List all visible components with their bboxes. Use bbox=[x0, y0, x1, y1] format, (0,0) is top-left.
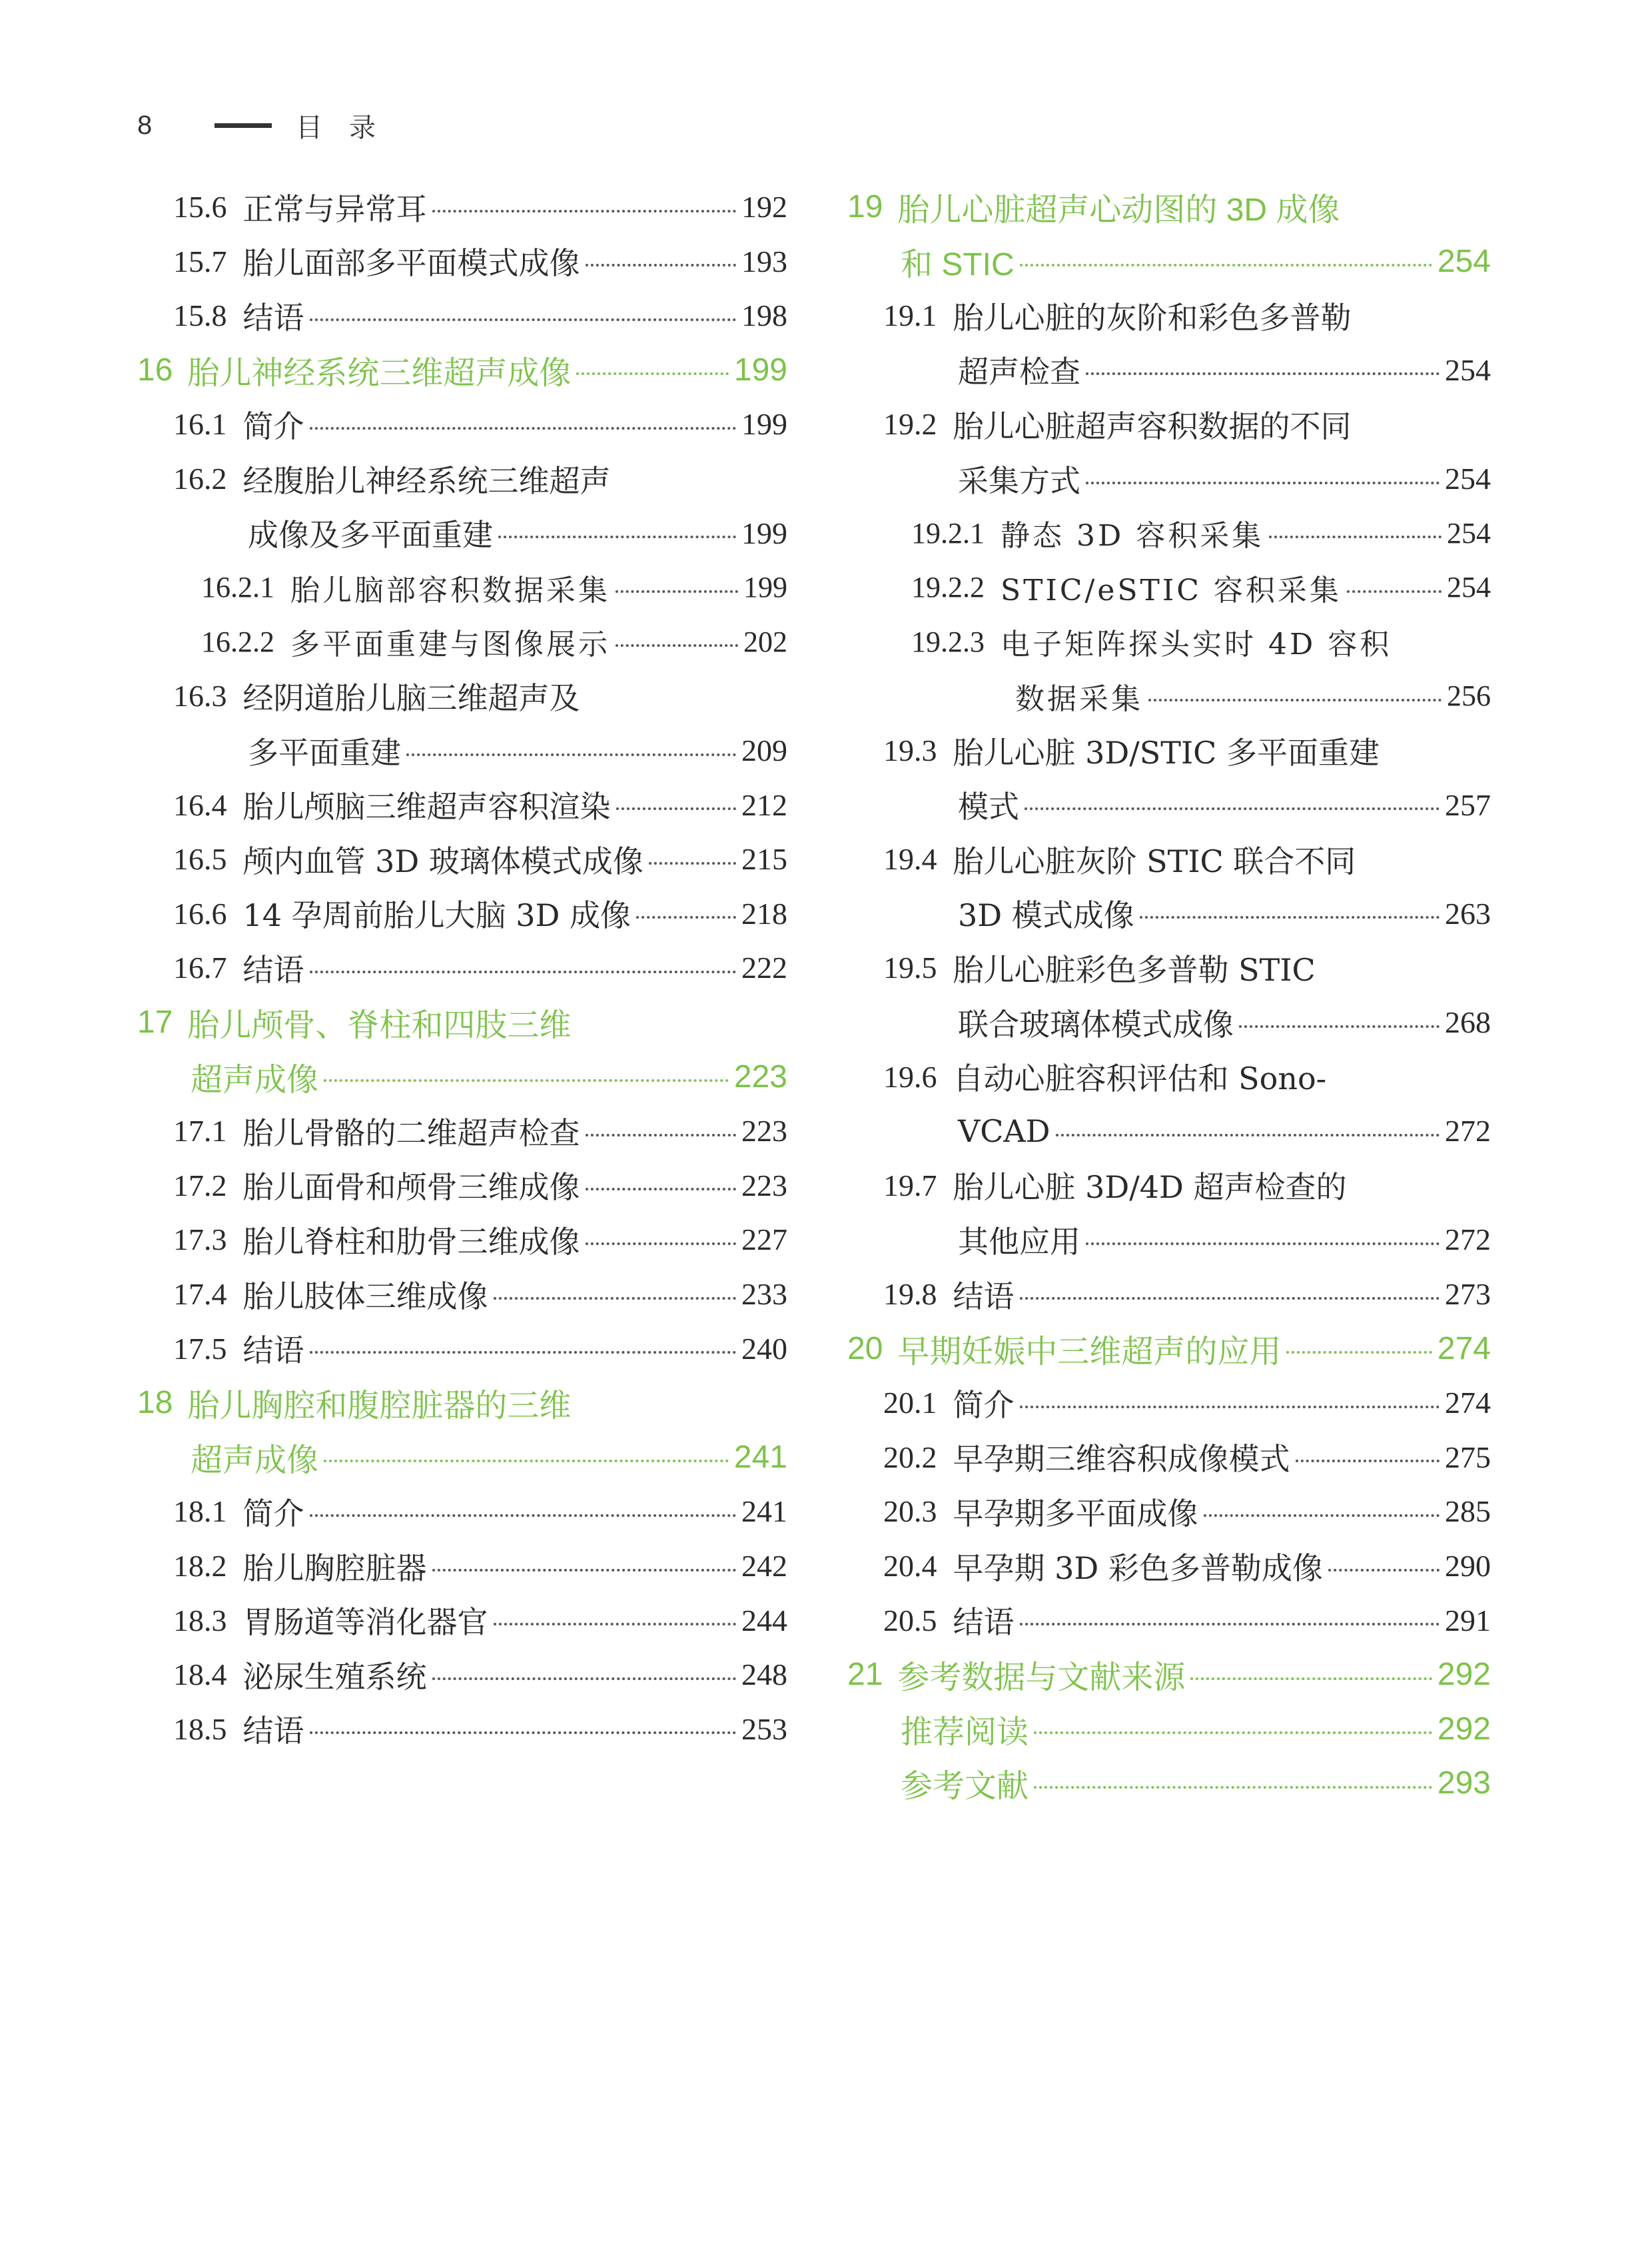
toc-dot-leader bbox=[1239, 1025, 1440, 1028]
toc-entry-number: 20.1 bbox=[883, 1386, 937, 1420]
toc-dot-leader bbox=[636, 916, 736, 919]
toc-entry-number: 17.5 bbox=[173, 1331, 227, 1366]
toc-entry-page: 223 bbox=[741, 1168, 787, 1202]
toc-entry-title: 结语 bbox=[242, 1713, 304, 1749]
toc-entry-title: 泌尿生殖系统 bbox=[242, 1658, 427, 1695]
toc-entry-number: 19.3 bbox=[883, 733, 937, 767]
toc-chapter-entry bbox=[137, 1376, 787, 1430]
toc-entry-number: 16.4 bbox=[173, 787, 227, 822]
toc-entry-title: 结语 bbox=[242, 1332, 304, 1369]
header-rule bbox=[214, 123, 272, 128]
toc-entry-title: 推荐阅读 bbox=[901, 1714, 1029, 1750]
toc-entry-page: 209 bbox=[741, 733, 787, 767]
toc-dot-leader bbox=[406, 753, 736, 756]
toc-entry-page: 263 bbox=[1445, 896, 1491, 931]
toc-entry bbox=[911, 560, 1491, 614]
toc-entry-number: 19.2.3 bbox=[911, 625, 985, 658]
toc-entry bbox=[173, 1484, 787, 1538]
toc-entry bbox=[173, 234, 787, 288]
toc-dot-leader bbox=[498, 536, 736, 538]
toc-dot-leader bbox=[1148, 699, 1442, 701]
toc-entry-title: 联合玻璃体模式成像 bbox=[958, 1006, 1234, 1043]
toc-entry-title: 正常与异常耳 bbox=[242, 191, 427, 227]
toc-entry-title: 颅内血管 3D 玻璃体模式成像 bbox=[242, 843, 643, 879]
toc-entry-page: 223 bbox=[733, 1059, 787, 1095]
toc-dot-leader bbox=[649, 862, 736, 865]
toc-entry-title: 胎儿面部多平面模式成像 bbox=[242, 245, 580, 282]
toc-entry-title: 静态 3D 容积采集 bbox=[1001, 519, 1264, 554]
toc-dot-leader bbox=[616, 807, 737, 810]
toc-chapter-entry bbox=[137, 343, 787, 397]
toc-entry bbox=[173, 1158, 787, 1212]
toc-entry-title: 其他应用 bbox=[958, 1223, 1080, 1260]
toc-dot-leader bbox=[576, 372, 729, 375]
toc-entry-title: 结语 bbox=[953, 1278, 1015, 1314]
toc-entry-page: 199 bbox=[741, 516, 787, 550]
toc-entry-title: 早孕期三维容积成像模式 bbox=[953, 1441, 1290, 1478]
toc-entry-title: 14 孕周前胎儿大脑 3D 成像 bbox=[242, 897, 631, 934]
toc-entry-title: 经腹胎儿神经系统三维超声 bbox=[242, 462, 611, 499]
toc-entry bbox=[958, 1212, 1491, 1266]
toc-entry-number: 20.3 bbox=[883, 1494, 937, 1529]
toc-entry-number: 19.4 bbox=[883, 842, 937, 877]
toc-entry-page: 233 bbox=[741, 1277, 787, 1311]
toc-chapter-entry bbox=[901, 1756, 1491, 1810]
toc-dot-leader bbox=[310, 427, 737, 430]
toc-entry-page: 240 bbox=[741, 1331, 787, 1366]
toc-entry-page: 273 bbox=[1445, 1277, 1491, 1311]
toc-dot-leader bbox=[1296, 1460, 1440, 1462]
toc-entry bbox=[173, 288, 787, 342]
toc-entry bbox=[958, 778, 1491, 832]
toc-chapter-entry bbox=[137, 995, 787, 1049]
toc-dot-leader bbox=[1204, 1514, 1440, 1517]
toc-entry-title: 胎儿胸腔和腹腔脏器的三维 bbox=[187, 1388, 572, 1424]
toc-entry-title: VCAD bbox=[958, 1113, 1050, 1149]
toc-entry-page: 275 bbox=[1445, 1440, 1491, 1474]
toc-entry bbox=[883, 1430, 1491, 1484]
toc-entry-page: 274 bbox=[1445, 1386, 1491, 1420]
toc-entry-page: 272 bbox=[1445, 1222, 1491, 1257]
toc-entry-number: 19.2.1 bbox=[911, 516, 985, 550]
toc-entry bbox=[173, 1593, 787, 1647]
toc-chapter-entry bbox=[191, 1430, 787, 1484]
toc-entry-page: 253 bbox=[741, 1711, 787, 1746]
toc-entry-page: 241 bbox=[733, 1439, 787, 1475]
toc-entry-title: 模式 bbox=[958, 789, 1019, 825]
toc-entry-page: 218 bbox=[741, 896, 787, 931]
toc-entry-page: 254 bbox=[1445, 462, 1491, 496]
toc-entry-title: 胎儿心脏彩色多普勒 STIC bbox=[953, 951, 1316, 988]
toc-chapter-entry bbox=[901, 1702, 1491, 1756]
toc-entry-page: 272 bbox=[1445, 1114, 1491, 1148]
page-number: 8 bbox=[137, 110, 153, 140]
toc-entry-title: 胎儿心脏超声容积数据的不同 bbox=[953, 408, 1352, 444]
toc-chapter-entry bbox=[191, 1050, 787, 1104]
toc-entry bbox=[958, 1104, 1491, 1158]
toc-entry bbox=[173, 778, 787, 832]
toc-dot-leader bbox=[616, 644, 738, 647]
toc-entry bbox=[173, 452, 787, 506]
toc-dot-leader bbox=[1034, 1786, 1432, 1789]
toc-entry-title: 胎儿心脏 3D/4D 超声检查的 bbox=[953, 1169, 1347, 1206]
toc-dot-leader bbox=[1328, 1569, 1440, 1572]
toc-entry bbox=[173, 1702, 787, 1756]
toc-entry-number: 17.1 bbox=[173, 1114, 227, 1148]
toc-entry-title: 胃肠道等消化器官 bbox=[242, 1604, 488, 1641]
toc-entry-number: 20 bbox=[847, 1330, 883, 1366]
toc-entry-title: 胎儿肢体三维成像 bbox=[242, 1278, 488, 1314]
toc-entry-title: 简介 bbox=[953, 1386, 1015, 1423]
toc-entry-number: 17.3 bbox=[173, 1222, 227, 1257]
toc-dot-leader bbox=[432, 1569, 737, 1572]
toc-entry bbox=[911, 506, 1491, 560]
toc-entry bbox=[883, 1050, 1491, 1104]
toc-entry-title: 胎儿心脏灰阶 STIC 联合不同 bbox=[953, 843, 1356, 879]
toc-dot-leader bbox=[1347, 590, 1442, 593]
toc-dot-leader bbox=[310, 318, 737, 321]
toc-entry-number: 18 bbox=[137, 1385, 173, 1421]
toc-dot-leader bbox=[1056, 1134, 1440, 1136]
toc-entry-number: 20.2 bbox=[883, 1440, 937, 1474]
toc-entry-page: 242 bbox=[741, 1549, 787, 1583]
toc-entry-page: 192 bbox=[741, 190, 787, 224]
toc-entry-number: 16 bbox=[137, 352, 173, 388]
toc-entry-number: 15.7 bbox=[173, 244, 227, 278]
toc-chapter-entry bbox=[847, 1647, 1491, 1701]
toc-dot-leader bbox=[1020, 1623, 1440, 1625]
toc-entry-number: 18.3 bbox=[173, 1603, 227, 1637]
toc-entry bbox=[173, 180, 787, 234]
toc-entry-title: 胎儿心脏 3D/STIC 多平面重建 bbox=[953, 734, 1380, 771]
toc-entry-title: 简介 bbox=[242, 408, 304, 444]
toc-entry bbox=[958, 452, 1491, 506]
toc-entry bbox=[201, 560, 787, 614]
toc-entry bbox=[883, 1484, 1491, 1538]
toc-dot-leader bbox=[310, 1514, 737, 1517]
toc-dot-leader bbox=[1025, 807, 1440, 810]
toc-entry-number: 15.6 bbox=[173, 190, 227, 224]
toc-entry-number: 21 bbox=[847, 1657, 883, 1693]
toc-entry-page: 254 bbox=[1445, 352, 1491, 387]
toc-entry bbox=[883, 1267, 1491, 1321]
toc-entry-title: 成像及多平面重建 bbox=[248, 517, 493, 554]
toc-entry-number: 19.7 bbox=[883, 1168, 937, 1202]
toc-entry bbox=[911, 615, 1491, 669]
toc-entry-number: 16.5 bbox=[173, 842, 227, 877]
toc-entry-page: 274 bbox=[1437, 1330, 1491, 1366]
toc-dot-leader bbox=[1190, 1677, 1432, 1680]
toc-chapter-entry bbox=[847, 180, 1491, 234]
toc-entry bbox=[173, 1322, 787, 1376]
toc-entry bbox=[883, 288, 1491, 342]
toc-entry-title: 胎儿心脏超声心动图的 3D 成像 bbox=[897, 193, 1340, 228]
toc-entry bbox=[883, 397, 1491, 451]
toc-entry-title: 数据采集 bbox=[1015, 681, 1143, 716]
toc-entry-title: 早孕期 3D 彩色多普勒成像 bbox=[953, 1550, 1323, 1586]
toc-entry-title: 早孕期多平面成像 bbox=[953, 1495, 1198, 1532]
toc-entry-page: 292 bbox=[1437, 1711, 1491, 1747]
toc-entry-number: 19.2.2 bbox=[911, 571, 985, 604]
toc-dot-leader bbox=[586, 1242, 737, 1245]
toc-entry bbox=[883, 723, 1491, 777]
toc-chapter-entry bbox=[847, 1322, 1491, 1376]
toc-dot-leader bbox=[616, 590, 738, 593]
toc-entry-page: 199 bbox=[743, 571, 787, 604]
toc-entry-number: 16.3 bbox=[173, 679, 227, 713]
toc-entry bbox=[958, 995, 1491, 1049]
toc-entry-page: 254 bbox=[1437, 243, 1491, 279]
toc-entry-title: 超声成像 bbox=[191, 1442, 319, 1478]
toc-entry-page: 244 bbox=[741, 1603, 787, 1637]
toc-entry-page: 254 bbox=[1447, 571, 1491, 604]
toc-entry-number: 16.2.1 bbox=[201, 571, 274, 604]
toc-entry-title: 胎儿颅脑三维超声容积渲染 bbox=[242, 789, 611, 825]
toc-dot-leader bbox=[324, 1460, 729, 1462]
toc-entry-number: 16.7 bbox=[173, 951, 227, 985]
toc-entry-page: 215 bbox=[741, 842, 787, 877]
toc-entry-page: 227 bbox=[741, 1222, 787, 1257]
toc-dot-leader bbox=[432, 210, 737, 213]
toc-dot-leader bbox=[1034, 1731, 1432, 1734]
toc-dot-leader bbox=[1140, 916, 1440, 919]
toc-entry bbox=[173, 1267, 787, 1321]
toc-entry-title: 胎儿神经系统三维超声成像 bbox=[187, 355, 572, 391]
toc-dot-leader bbox=[310, 971, 737, 973]
toc-entry-number: 19.1 bbox=[883, 298, 937, 333]
toc-entry-page: 248 bbox=[741, 1657, 787, 1692]
toc-entry-page: 293 bbox=[1437, 1765, 1491, 1801]
toc-entry-number: 19.6 bbox=[883, 1059, 937, 1094]
toc-entry bbox=[173, 1212, 787, 1266]
toc-entry bbox=[248, 506, 787, 560]
toc-entry bbox=[883, 1539, 1491, 1593]
toc-entry-title: 胎儿脑部容积数据采集 bbox=[290, 573, 610, 608]
toc-entry-title: 采集方式 bbox=[958, 462, 1080, 499]
toc-entry-title: STIC/eSTIC 容积采集 bbox=[1001, 573, 1342, 608]
toc-entry bbox=[173, 1539, 787, 1593]
toc-entry bbox=[883, 1376, 1491, 1430]
toc-entry-number: 17.4 bbox=[173, 1277, 227, 1311]
toc-entry-page: 292 bbox=[1437, 1657, 1491, 1693]
toc-entry-title: 胎儿面骨和颅骨三维成像 bbox=[242, 1169, 580, 1206]
toc-dot-leader bbox=[1286, 1351, 1432, 1354]
toc-entry-title: 自动心脏容积评估和 Sono- bbox=[953, 1061, 1327, 1097]
toc-dot-leader bbox=[586, 1134, 737, 1136]
toc-dot-leader bbox=[310, 1731, 737, 1734]
toc-entry-title: 电子矩阵探头实时 4D 容积 bbox=[1001, 628, 1392, 662]
toc-entry bbox=[173, 887, 787, 941]
toc-entry bbox=[883, 1593, 1491, 1647]
toc-dot-leader bbox=[586, 264, 737, 266]
toc-entry bbox=[173, 1647, 787, 1701]
toc-entry-number: 18.4 bbox=[173, 1657, 227, 1692]
toc-dot-leader bbox=[1086, 1242, 1440, 1245]
toc-entry-number: 18.5 bbox=[173, 1711, 227, 1746]
toc-entry-title: 胎儿骨骼的二维超声检查 bbox=[242, 1115, 580, 1151]
toc-entry-number: 20.5 bbox=[883, 1603, 937, 1637]
toc-entry-page: 193 bbox=[741, 244, 787, 278]
toc-entry-title: 结语 bbox=[953, 1604, 1015, 1641]
toc-entry-page: 257 bbox=[1445, 787, 1491, 822]
toc-entry-title: 胎儿颅骨、脊柱和四肢三维 bbox=[187, 1008, 572, 1043]
toc-entry-page: 291 bbox=[1445, 1603, 1491, 1637]
toc-entry-number: 18.2 bbox=[173, 1549, 227, 1583]
toc-entry-number: 16.2 bbox=[173, 462, 227, 496]
toc-entry-number: 20.4 bbox=[883, 1549, 937, 1583]
toc-dot-leader bbox=[1269, 536, 1442, 538]
toc-entry-title: 多平面重建与图像展示 bbox=[290, 628, 610, 662]
toc-entry-title: 胎儿心脏的灰阶和彩色多普勒 bbox=[953, 299, 1352, 336]
toc-entry bbox=[201, 615, 787, 669]
toc-entry-title: 多平面重建 bbox=[248, 734, 401, 771]
toc-entry-number: 17 bbox=[137, 1005, 173, 1040]
toc-entry-title: 超声成像 bbox=[191, 1062, 319, 1098]
toc-entry bbox=[173, 941, 787, 995]
toc-entry-number: 16.2.2 bbox=[201, 625, 274, 658]
toc-entry bbox=[173, 397, 787, 451]
toc-entry bbox=[958, 887, 1491, 941]
toc-entry-title: 结语 bbox=[242, 299, 304, 336]
toc-entry-title: 胎儿胸腔脏器 bbox=[242, 1550, 427, 1586]
toc-dot-leader bbox=[324, 1079, 729, 1082]
toc-dot-leader bbox=[1020, 264, 1432, 266]
toc-entry-page: 268 bbox=[1445, 1005, 1491, 1039]
toc-entry-page: 212 bbox=[741, 787, 787, 822]
toc-dot-leader bbox=[310, 1351, 737, 1354]
toc-entry-title: 简介 bbox=[242, 1495, 304, 1532]
toc-dot-leader bbox=[494, 1297, 737, 1300]
toc-entry-title: 参考数据与文献来源 bbox=[897, 1660, 1186, 1696]
toc-entry bbox=[173, 669, 787, 723]
toc-entry bbox=[958, 343, 1491, 397]
toc-entry-page: 241 bbox=[741, 1494, 787, 1529]
toc-entry bbox=[1015, 669, 1491, 723]
toc-entry-number: 19.5 bbox=[883, 951, 937, 985]
toc-entry-page: 223 bbox=[741, 1114, 787, 1148]
toc-entry bbox=[883, 832, 1491, 886]
toc-entry-number: 17.2 bbox=[173, 1168, 227, 1202]
toc-dot-leader bbox=[494, 1623, 737, 1625]
toc-entry bbox=[248, 723, 787, 777]
toc-entry-title: 参考文献 bbox=[901, 1769, 1029, 1805]
toc-entry bbox=[883, 941, 1491, 995]
toc-entry-title: 超声检查 bbox=[958, 354, 1080, 390]
toc-entry-title: 早期妊娠中三维超声的应用 bbox=[897, 1334, 1282, 1370]
toc-entry bbox=[173, 1104, 787, 1158]
toc-chapter-entry bbox=[901, 234, 1491, 288]
toc-entry-number: 19.8 bbox=[883, 1277, 937, 1311]
toc-entry-number: 18.1 bbox=[173, 1494, 227, 1529]
toc-entry-page: 290 bbox=[1445, 1549, 1491, 1583]
toc-dot-leader bbox=[1020, 1406, 1440, 1408]
toc-entry-number: 19.2 bbox=[883, 407, 937, 442]
toc-entry-title: 3D 模式成像 bbox=[958, 897, 1134, 934]
toc-dot-leader bbox=[586, 1188, 737, 1190]
toc-entry-number: 15.8 bbox=[173, 298, 227, 333]
page-header bbox=[137, 105, 402, 145]
toc-dot-leader bbox=[432, 1677, 737, 1680]
toc-entry-title: 胎儿脊柱和肋骨三维成像 bbox=[242, 1223, 580, 1260]
toc-entry-page: 254 bbox=[1447, 516, 1491, 550]
toc-entry-page: 199 bbox=[741, 407, 787, 442]
toc-entry-page: 285 bbox=[1445, 1494, 1491, 1529]
toc-dot-leader bbox=[1086, 372, 1440, 375]
toc-entry-page: 199 bbox=[733, 352, 787, 388]
toc-entry-title: 经阴道胎儿脑三维超声及 bbox=[242, 679, 580, 716]
toc-dot-leader bbox=[1020, 1297, 1440, 1300]
toc-dot-leader bbox=[1086, 482, 1440, 484]
toc-entry-page: 202 bbox=[743, 625, 787, 658]
toc-entry bbox=[173, 832, 787, 886]
toc-entry-page: 198 bbox=[741, 298, 787, 333]
toc-entry bbox=[883, 1158, 1491, 1212]
toc-entry-number: 16.6 bbox=[173, 896, 227, 931]
toc-entry-page: 256 bbox=[1447, 679, 1491, 713]
toc-entry-number: 19 bbox=[847, 189, 883, 225]
toc-entry-number: 16.1 bbox=[173, 407, 227, 442]
toc-entry-title: 和 STIC bbox=[901, 246, 1015, 282]
toc-entry-title: 结语 bbox=[242, 951, 304, 988]
header-title: 目录 bbox=[296, 113, 402, 143]
toc-entry-page: 222 bbox=[741, 951, 787, 985]
